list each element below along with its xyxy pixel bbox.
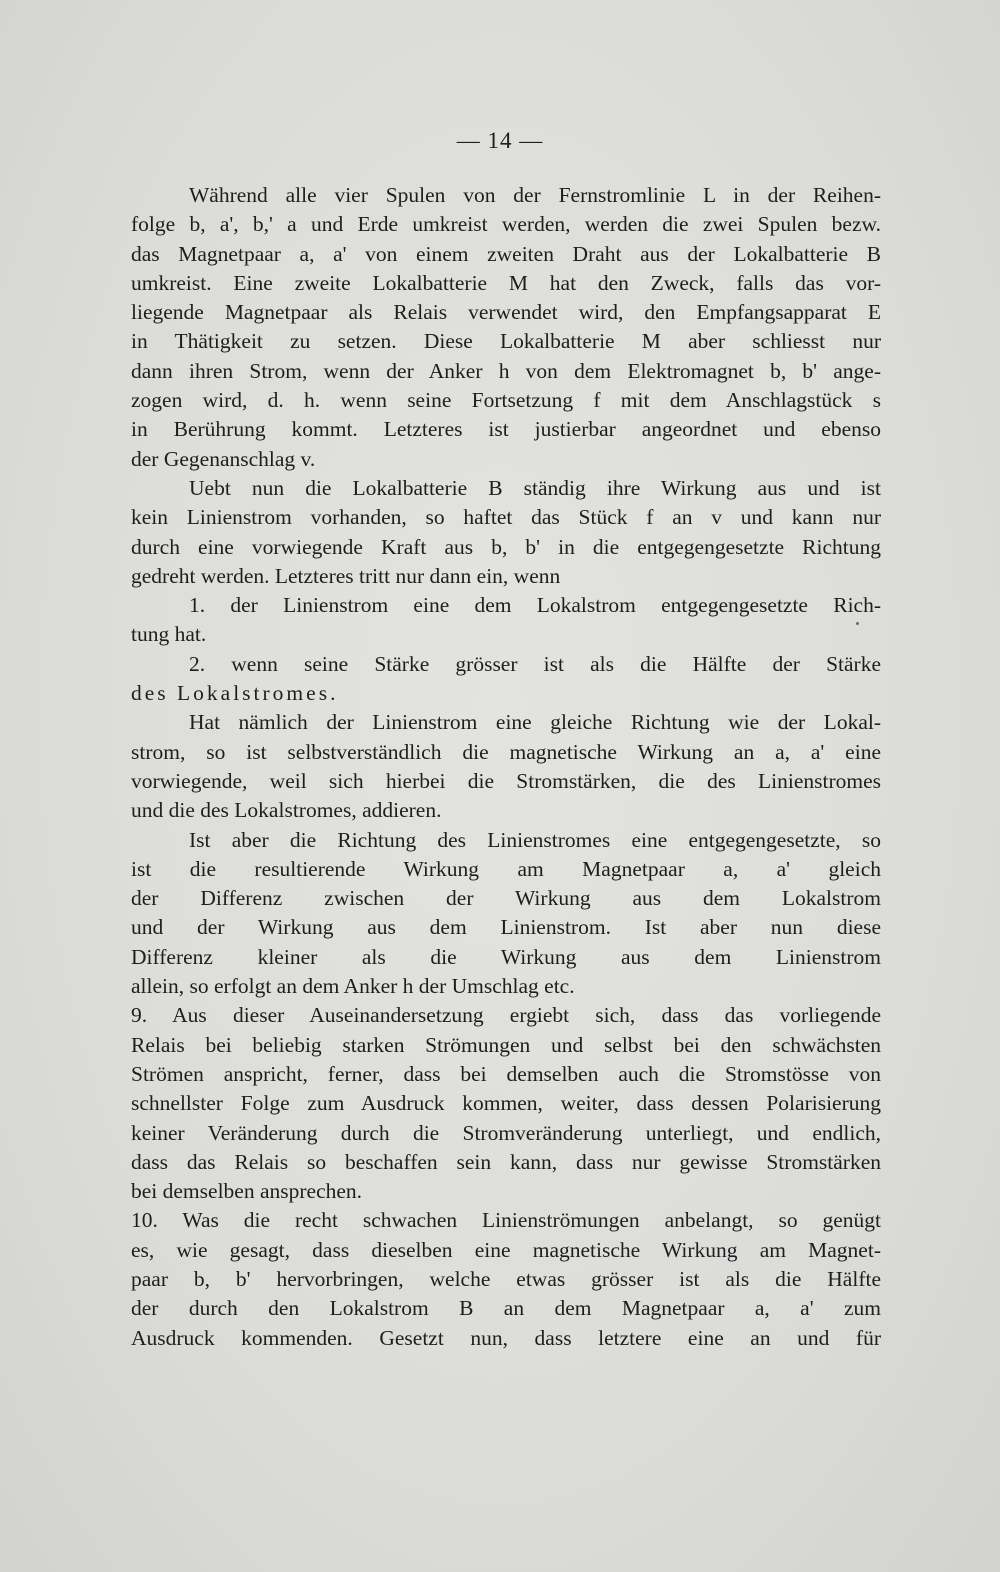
text-line: Strömen anspricht, ferner, dass bei demselben auch die Stromstösse von: [131, 1061, 881, 1086]
body-text: [131, 181, 881, 1353]
text-line: des Lokalstromes.: [131, 681, 339, 706]
text-line: das Magnetpaar a, a' von einem zweiten Draht aus der Lokalbatterie B: [131, 241, 881, 266]
text-line: Hat nämlich der Linienstrom eine gleiche Richtung wie der Lokal-: [189, 710, 881, 735]
section-10-line: 10. Was die recht schwachen Linienströmungen anbelangt, so genügt: [131, 1208, 881, 1233]
text-line: der Gegenanschlag v.: [131, 446, 316, 471]
text-line: in Thätigkeit zu setzen. Diese Lokalbatterie M aber schliesst nur: [131, 329, 881, 354]
text-line: keiner Veränderung durch die Stromveränderung unterliegt, und endlich,: [131, 1120, 881, 1145]
text-line: gedreht werden. Letzteres tritt nur dann ein, wenn: [131, 563, 561, 588]
text-line: Differenz kleiner als die Wirkung aus dem Linienstrom: [131, 944, 881, 969]
text-line: Uebt nun die Lokalbatterie B ständig ihre Wirkung aus und ist: [189, 475, 881, 500]
text-line: bei demselben ansprechen.: [131, 1179, 363, 1204]
page-number: — 14 —: [456, 128, 544, 153]
list-item-2: 2. wenn seine Stärke grösser ist als die Hälfte der Stärke: [189, 651, 881, 676]
text-line: kein Linienstrom vorhanden, so haftet das Stück f an v und kann nur: [131, 505, 881, 530]
text-line: der Differenz zwischen der Wirkung aus dem Lokalstrom: [131, 886, 881, 911]
ink-speck: [856, 622, 859, 625]
text-line: paar b, b' hervorbringen, welche etwas grösser ist als die Hälfte: [131, 1266, 881, 1291]
text-line: und der Wirkung aus dem Linienstrom. Ist aber nun diese: [131, 915, 881, 940]
text-line: umkreist. Eine zweite Lokalbatterie M hat den Zweck, falls das vor-: [131, 270, 881, 295]
text-line: dann ihren Strom, wenn der Anker h von dem Elektromagnet b, b' ange-: [131, 358, 881, 383]
text-line: und die des Lokalstromes, addieren.: [131, 798, 442, 823]
text-line: schnellster Folge zum Ausdruck kommen, weiter, dass dessen Polarisierung: [131, 1091, 881, 1116]
text-line: durch eine vorwiegende Kraft aus b, b' in die entgegengesetzte Richtung: [131, 534, 881, 559]
text-line: tung hat.: [131, 622, 207, 647]
text-line: liegende Magnetpaar als Relais verwendet wird, den Empfangsapparat E: [131, 300, 881, 325]
text-line: Während alle vier Spulen von der Fernstromlinie L in der Reihen-: [189, 183, 881, 207]
section-9-line: 9. Aus dieser Auseinandersetzung ergiebt sich, dass das vorliegende: [131, 1003, 881, 1028]
text-line: ist die resultierende Wirkung am Magnetpaar a, a' gleich: [131, 856, 881, 881]
text-line: in Berührung kommt. Letzteres ist justierbar angeordnet und ebenso: [131, 417, 881, 442]
text-line: zogen wird, d. h. wenn seine Fortsetzung f mit dem Anschlagstück s: [131, 388, 881, 413]
text-line: folge b, a', b,' a und Erde umkreist werden, werden die zwei Spulen bezw.: [131, 212, 881, 237]
text-line: Relais bei beliebig starken Strömungen und selbst bei den schwächsten: [131, 1032, 881, 1057]
text-line: der durch den Lokalstrom B an dem Magnetpaar a, a' zum: [131, 1296, 881, 1321]
text-line: Ausdruck kommenden. Gesetzt nun, dass letztere eine an und für: [131, 1325, 881, 1350]
text-line: Ist aber die Richtung des Linienstromes eine entgegengesetzte, so: [189, 827, 881, 852]
list-item-1: 1. der Linienstrom eine dem Lokalstrom entgegengesetzte Rich-: [189, 593, 881, 618]
text-line: strom, so ist selbstverständlich die magnetische Wirkung an a, a' eine: [131, 739, 881, 764]
text-line: es, wie gesagt, dass dieselben eine magnetische Wirkung am Magnet-: [131, 1237, 881, 1262]
text-line: vorwiegende, weil sich hierbei die Stromstärken, die des Linienstromes: [131, 768, 881, 793]
text-line: allein, so erfolgt an dem Anker h der Umschlag etc.: [131, 974, 575, 999]
text-line: dass das Relais so beschaffen sein kann, dass nur gewisse Stromstärken: [131, 1149, 881, 1174]
